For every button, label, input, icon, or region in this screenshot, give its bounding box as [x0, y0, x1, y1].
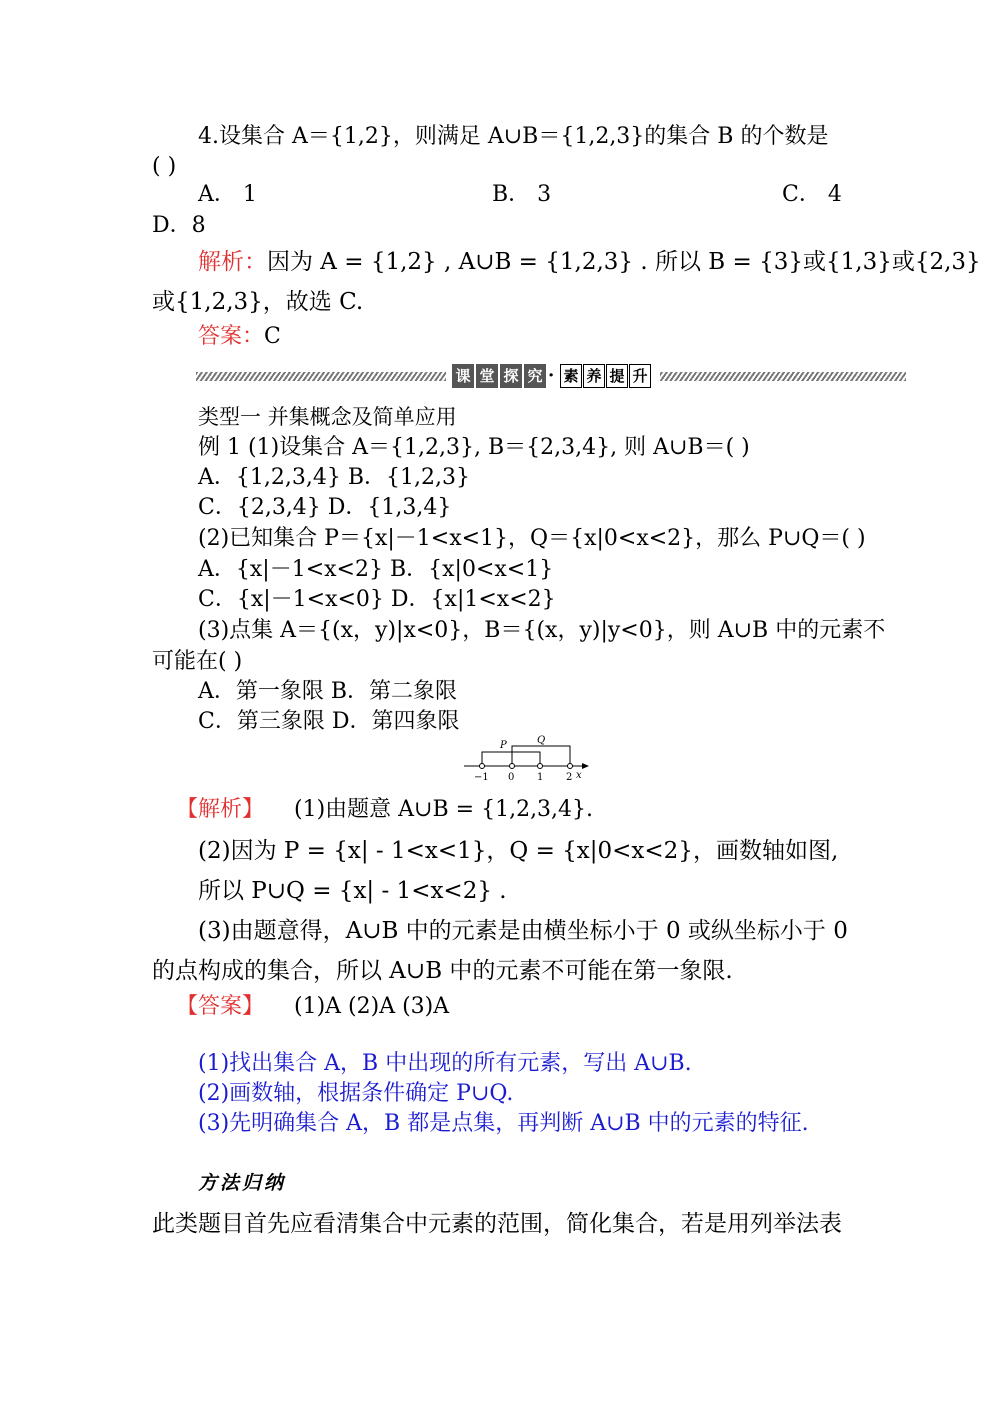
- example-line: (3)点集 A＝{(x，y)|x<0}，B＝{(x，y)|y<0}，则 A∪B 中的元素不: [198, 618, 886, 643]
- banner-char: 堂: [476, 364, 498, 388]
- tick-label: −1: [474, 772, 489, 783]
- q4-jiexi-text: 因为 A = {1,2} , A∪B = {1,2,3} . 所以 B = {3}或{1,3}或{2,3}: [267, 249, 981, 275]
- q4-stem-line1: 4.设集合 A＝{1,2}，则满足 A∪B＝{1,2,3}的集合 B 的个数是: [198, 124, 829, 149]
- q4-option-b: B． 3: [492, 182, 552, 207]
- tick-point: [538, 764, 543, 769]
- solution-line: 的点构成的集合，所以 A∪B 中的元素不可能在第一象限.: [152, 958, 733, 984]
- example-line: A．{x|－1<x<2} B．{x|0<x<1}: [198, 557, 554, 582]
- q4-jiexi-label: 解析：: [198, 249, 267, 275]
- q4-stem-line2: ( ): [152, 154, 177, 179]
- solution-line: (2)因为 P = {x| - 1<x<1}，Q = {x|0<x<2}，画数轴如图,: [198, 838, 839, 864]
- solution-text: (1)由题意 A∪B = {1,2,3,4}.: [294, 797, 594, 822]
- section-banner: [196, 364, 906, 390]
- banner-char: 素: [560, 364, 582, 388]
- answer-line: [176, 993, 449, 1021]
- example-line: C．{x|－1<x<0} D．{x|1<x<2}: [198, 587, 556, 612]
- set-q-bracket: [512, 746, 570, 766]
- q4-answer-value: C: [264, 324, 281, 349]
- tick-point: [568, 764, 573, 769]
- solution-line1: [176, 796, 593, 824]
- tick-label: 1: [537, 772, 544, 783]
- label-p: P: [500, 740, 507, 751]
- q4-answer-label: 答案：: [198, 324, 265, 349]
- solution-line: (3)由题意得，A∪B 中的元素是由横坐标小于 0 或纵坐标小于 0: [198, 918, 848, 944]
- q4-answer: [198, 323, 281, 351]
- hint-line: (1)找出集合 A，B 中出现的所有元素，写出 A∪B.: [198, 1051, 692, 1076]
- q4-jiexi: [198, 248, 981, 276]
- banner-char: 养: [583, 364, 605, 388]
- tick-point: [480, 764, 485, 769]
- banner-char: 探: [500, 364, 522, 388]
- answer-text: (1)A (2)A (3)A: [294, 994, 450, 1019]
- tick-label: 0: [508, 772, 515, 783]
- section-title: 类型一 并集概念及简单应用: [198, 405, 457, 429]
- banner-dot: ·: [548, 365, 555, 386]
- axis-var-label: x: [576, 770, 582, 781]
- answer-label: 【答案】: [176, 994, 265, 1019]
- example-line: C．第三象限 D．第四象限: [198, 709, 460, 734]
- method-title: 方法归纳: [198, 1172, 287, 1194]
- banner-hatch-right: [660, 372, 906, 381]
- number-line-figure: [462, 734, 592, 784]
- q4-option-d: D．8: [152, 213, 206, 238]
- method-text: 此类题目首先应看清集合中元素的范围，简化集合，若是用列举法表: [152, 1211, 842, 1237]
- banner-hatch-left: [196, 372, 446, 381]
- banner-char: 究: [524, 364, 546, 388]
- tick-point: [510, 764, 515, 769]
- solution-line: 所以 P∪Q = {x| - 1<x<2} .: [198, 878, 507, 904]
- q4-option-a: A． 1: [198, 182, 257, 207]
- q4-jiexi-line2: 或{1,2,3}，故选 C.: [152, 289, 364, 315]
- banner-char: 课: [452, 364, 474, 388]
- banner-char: 升: [629, 364, 651, 388]
- example-line: (2)已知集合 P＝{x|－1<x<1}，Q＝{x|0<x<2}，那么 P∪Q＝( ): [198, 526, 866, 551]
- q4-option-c: C． 4: [782, 182, 842, 207]
- example-line: A．第一象限 B．第二象限: [198, 679, 458, 704]
- example-line: 可能在( ): [152, 649, 243, 674]
- axis-arrow: [582, 763, 589, 769]
- hint-line: (3)先明确集合 A，B 都是点集，再判断 A∪B 中的元素的特征.: [198, 1111, 809, 1136]
- example-line: C．{2,3,4} D．{1,3,4}: [198, 495, 452, 520]
- solution-label: 【解析】: [176, 797, 265, 822]
- example-line: 例 1 (1)设集合 A＝{1,2,3}, B＝{2,3,4}, 则 A∪B＝( ): [198, 435, 750, 460]
- example-line: A．{1,2,3,4} B．{1,2,3}: [198, 465, 470, 490]
- hint-line: (2)画数轴，根据条件确定 P∪Q.: [198, 1081, 514, 1106]
- label-q: Q: [537, 735, 546, 746]
- banner-char: 提: [606, 364, 628, 388]
- tick-label: 2: [566, 772, 573, 783]
